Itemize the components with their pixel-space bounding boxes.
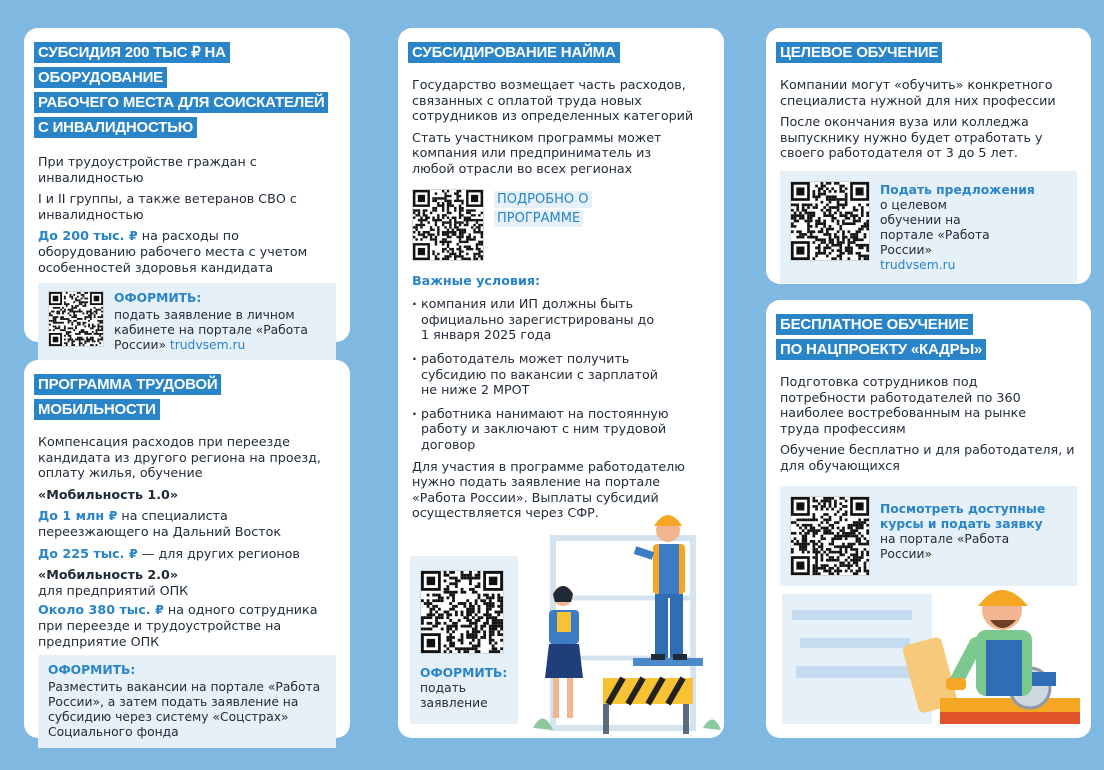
card-subsidy bbox=[24, 28, 350, 353]
hiring-text-1: Государство возмещает часть расходов, связанных с оплатой труда новых сотрудников из определенных категорий bbox=[412, 77, 694, 124]
card-subsidy-title-3: С ИНВАЛИДНОСТЬЮ bbox=[34, 117, 197, 138]
mobility-amount-1: До 1 млн ₽ bbox=[38, 508, 118, 524]
card-target bbox=[766, 28, 1091, 284]
mobility-amount-3: Около 380 тыс. ₽ bbox=[38, 602, 164, 618]
qr-code[interactable] bbox=[790, 496, 870, 576]
free-text-2: Обучение бесплатно и для работодателя, и для обучающихся bbox=[780, 442, 1075, 473]
qr-code[interactable] bbox=[790, 181, 870, 261]
target-apply-link[interactable]: trudvsem.ru bbox=[880, 257, 956, 272]
hiring-more-link[interactable]: ПОДРОБНО О ПРОГРАММЕ bbox=[494, 191, 592, 227]
free-apply-head: Посмотреть доступные курсы и подать заявку bbox=[880, 501, 1046, 531]
carpenter-helmet bbox=[978, 590, 1028, 606]
workers-illustration bbox=[523, 478, 723, 738]
mobility-amount-1-line bbox=[38, 508, 336, 539]
target-apply-box bbox=[780, 171, 1077, 283]
woman-skirt bbox=[545, 644, 583, 678]
builder-helmet bbox=[654, 515, 682, 526]
mobility-program-2-rest: для предприятий ОПК bbox=[38, 582, 189, 598]
subsidy-amount-rest: на расходы по оборудованию рабочего места с учетом особенностей здоровья кандидата bbox=[38, 228, 308, 275]
hiring-text-2: Стать участником программы может компания или предприниматель из любой отрасли во всех регионах bbox=[412, 129, 662, 176]
card-free-title-1: БЕСПЛАТНОЕ ОБУЧЕНИЕ bbox=[776, 314, 973, 335]
card-subsidy-title-1: СУБСИДИЯ 200 ТЫС ₽ НА ОБОРУДОВАНИЕ bbox=[34, 42, 230, 88]
subsidy-text-3 bbox=[38, 228, 336, 275]
hiring-conditions-head: Важные условия: bbox=[412, 272, 541, 288]
mobility-amount-1-rest: на специалиста переезжающего на Дальний Восток bbox=[38, 508, 282, 539]
subsidy-apply-box bbox=[38, 283, 336, 361]
card-free-training bbox=[766, 300, 1091, 738]
hiring-apply-head: ОФОРМИТЬ: bbox=[420, 666, 508, 680]
mobility-amount-3-line bbox=[38, 602, 336, 649]
card-mobility bbox=[24, 360, 350, 738]
card-mobility-title: ПРОГРАММА ТРУДОВОЙ МОБИЛЬНОСТИ bbox=[34, 374, 221, 420]
mobility-amount-2: До 225 тыс. ₽ bbox=[38, 545, 138, 561]
qr-code[interactable] bbox=[420, 570, 504, 654]
card-hiring-title: СУБСИДИРОВАНИЕ НАЙМА bbox=[408, 42, 620, 63]
hiring-apply-box bbox=[410, 556, 518, 724]
subsidy-text-2: I и II группы, а также ветеранов СВО с инвалидностью bbox=[38, 191, 297, 222]
mobility-program-2-line bbox=[38, 567, 336, 598]
hiring-condition-3: · работника нанимают на постоянную работу и заключают с ним трудовой договор bbox=[412, 406, 692, 453]
mobility-amount-2-line bbox=[38, 546, 336, 562]
subsidy-apply-text-main: подать заявление в личном кабинете на портале «Работа России» bbox=[114, 308, 308, 353]
mobility-apply-text: Разместить вакансии на портале «Работа России», а затем подать заявление на субсидию через систему «Соцстрах» Социального фонда bbox=[48, 680, 321, 740]
target-apply-text: о целевом обучении на портале «Работа России» bbox=[880, 197, 990, 257]
target-apply-head: Подать предложения bbox=[880, 182, 1035, 197]
subsidy-text-1: При трудоустройстве граждан с инвалидностью bbox=[38, 154, 257, 185]
mobility-text-1: Компенсация расходов при переезде кандидата из другого региона на проезд, оплату жилья, обучение bbox=[38, 434, 321, 481]
subsidy-apply-text bbox=[114, 308, 326, 353]
free-text-1: Подготовка сотрудников под потребности работодателей по 360 наиболее востребованным на рынке труда профессиям bbox=[780, 374, 1027, 436]
carpenter-illustration bbox=[780, 580, 1080, 730]
mobility-amount-3-rest: на одного сотрудника при переезде и трудоустройстве на предприятие ОПК bbox=[38, 602, 318, 649]
hiring-condition-1: · компания или ИП должны быть официально зарегистрированы до 1 января 2025 года bbox=[412, 296, 662, 343]
hiring-text-3: Для участия в программе работодателю нужно подать заявление на портале «Работа России». Выплаты субсидий осуществляется через СФР. bbox=[412, 458, 685, 521]
mobility-apply-head: ОФОРМИТЬ: bbox=[48, 663, 136, 678]
target-text-2: После окончания вуза или колледжа выпускнику нужно будет отработать у своего работодателя от 3 до 5 лет. bbox=[780, 114, 1043, 161]
hiring-apply-text: подать заявление bbox=[420, 681, 488, 710]
target-text-1: Компании могут «обучить» конкретного специалиста нужной для них профессии bbox=[780, 77, 1056, 108]
subsidy-amount: До 200 тыс. ₽ bbox=[38, 228, 138, 244]
free-apply-box bbox=[780, 486, 1077, 586]
card-subsidy-title-2: РАБОЧЕГО МЕСТА ДЛЯ СОИСКАТЕЛЕЙ bbox=[34, 92, 328, 113]
card-hiring bbox=[398, 28, 724, 738]
mobility-apply-box bbox=[38, 655, 336, 748]
qr-code[interactable] bbox=[412, 189, 484, 261]
free-apply-text: на портале «Работа России» bbox=[880, 531, 1010, 561]
subsidy-apply-link[interactable]: trudvsem.ru bbox=[165, 338, 246, 353]
subsidy-apply-head: ОФОРМИТЬ: bbox=[114, 291, 202, 306]
card-free-title-2: ПО НАЦПРОЕКТУ «КАДРЫ» bbox=[776, 339, 986, 360]
card-target-title: ЦЕЛЕВОЕ ОБУЧЕНИЕ bbox=[776, 42, 942, 63]
mobility-amount-2-rest: — для других регионов bbox=[137, 545, 300, 561]
qr-code[interactable] bbox=[48, 291, 104, 347]
mobility-program-2: «Мобильность 2.0» bbox=[38, 567, 179, 583]
mobility-program-1: «Мобильность 1.0» bbox=[38, 486, 179, 502]
hiring-condition-2: · работодатель может получить субсидию по вакансии с зарплатой не ниже 2 МРОТ bbox=[412, 351, 672, 398]
hiring-qr-row bbox=[412, 189, 710, 261]
